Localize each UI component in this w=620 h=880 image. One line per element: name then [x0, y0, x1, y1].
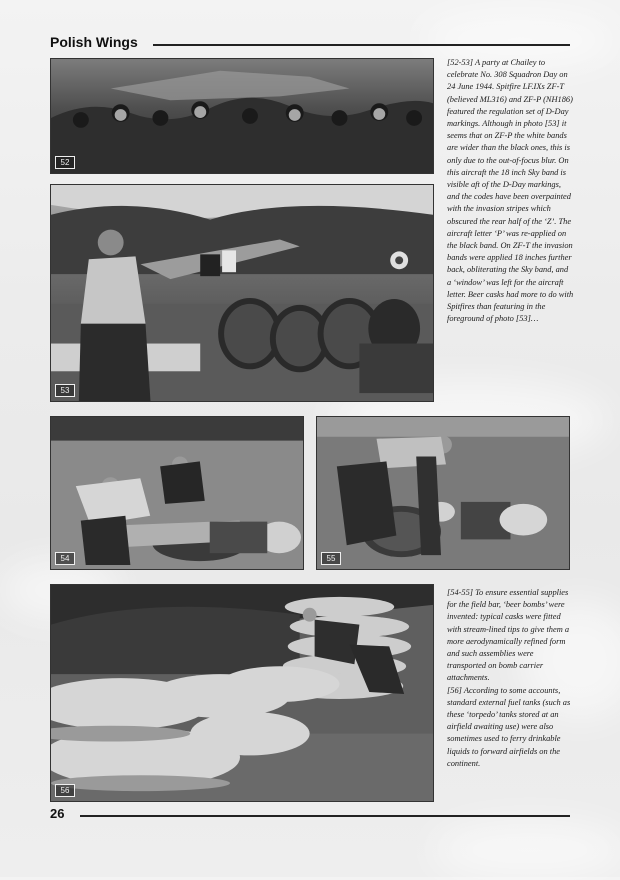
- caption-text: [52-53] A party at Chailey to celebrate No. 308 Squadron Day on 24 June 1944. Spitfire LF.IXs ZF-T (believed ML316) and ZF-P (NH186) featured the regulation set of D-Day markings. Although in photo [53] it seems that on ZF-P the white bands are wider than the black ones, this is only due to the out-of-focus blur. On this aircraft the 18 inch Sky band is visible aft of the D-Day markings, and the codes have been overpainted with the invasion stripes which obscured the rear half of the ‘Z’. The aircraft letter ‘P’ was re-applied on the black band. On ZF-T the invasion bands were applied 18 inches further back, obliterating the Sky band, and a ‘window’ was left for the aircraft letter. Beer casks had more to do with Spitfires than featuring in the foreground of photo [53]…: [447, 58, 574, 324]
- photo-53-image: [51, 185, 433, 401]
- photo-52-image: [51, 59, 433, 173]
- page-number: 26: [50, 806, 65, 821]
- footer-rule: [80, 815, 570, 817]
- caption-text-56: [56] According to some accounts, standard external fuel tanks (such as these ‘torpedo’ tanks stored at an airfield awaiting use) were also sometimes used to ferry drinkable liquids to forward airfields on the continent.: [447, 685, 571, 768]
- photo-55-image: [317, 417, 569, 569]
- photo-number-label: 54: [55, 552, 75, 565]
- photo-number-label: 53: [55, 384, 75, 397]
- caption-photos-54-56: [447, 587, 574, 770]
- photo-number-label: 55: [321, 552, 341, 565]
- photo-number-label: 56: [55, 784, 75, 797]
- photo-53-beer-casks-spitfire: [50, 184, 434, 402]
- photo-54-image: [51, 417, 303, 569]
- photo-52-party-group: [50, 58, 434, 174]
- photo-number-label: 52: [55, 156, 75, 169]
- photo-54-beer-bombs-assembly: [50, 416, 304, 570]
- background-cloud: [430, 820, 620, 880]
- caption-text-54-55: [54-55] To ensure essential supplies for the field bar, ‘beer bombs’ were invented: typical casks were fitted with stream-lined tips to give them a more aerodynamically refined form and such assemblies were transported on bomb carrier attachments.: [447, 588, 570, 683]
- caption-photos-52-53: [447, 57, 574, 325]
- photo-56-image: [51, 585, 433, 801]
- photo-55-beer-bomb-man: [316, 416, 570, 570]
- header-rule: [153, 44, 570, 46]
- photo-56-torpedo-tanks: [50, 584, 434, 802]
- running-header-title: Polish Wings: [50, 34, 138, 50]
